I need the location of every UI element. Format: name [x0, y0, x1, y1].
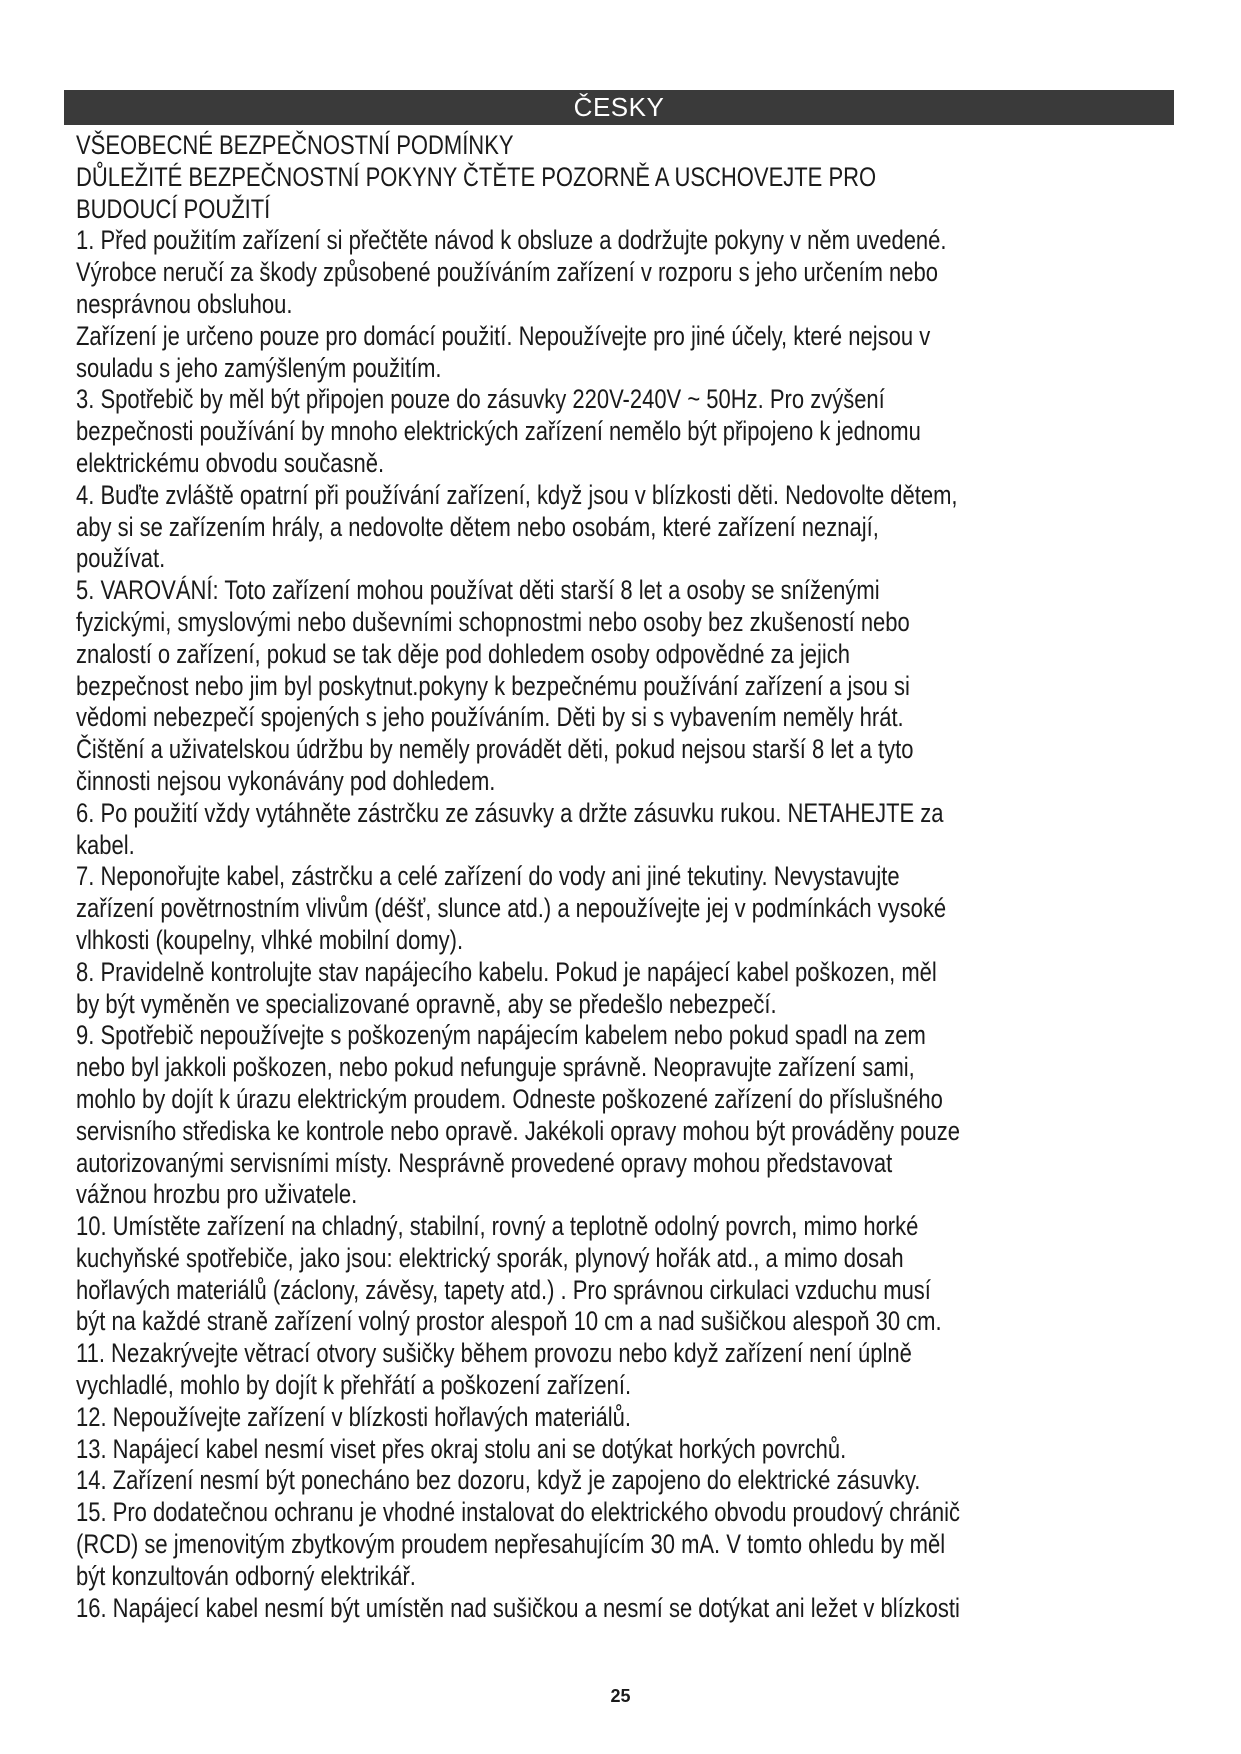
instruction-line: souladu s jeho zamýšleným použitím.: [76, 352, 442, 383]
instruction-line: elektrickému obvodu současně.: [76, 447, 385, 478]
instruction-line: bezpečnost nebo jim byl poskytnut.pokyny k bezpečnému používání zařízení a jsou si: [76, 670, 910, 701]
instruction-line: znalostí o zařízení, pokud se tak děje pod dohledem osoby odpovědné za jejich: [76, 638, 851, 669]
instruction-line: vědomi nebezpečí spojených s jeho používáním. Děti by si s vybavením neměly hrát.: [76, 702, 904, 733]
instruction-line: 4. Buďte zvláště opatrní při používání zařízení, když jsou v blízkosti děti. Nedovolte dětem,: [76, 479, 958, 510]
instruction-line: být konzultován odborný elektrikář.: [76, 1560, 416, 1591]
safety-instructions: [76, 130, 1188, 1624]
instruction-lines: [76, 225, 1188, 1624]
instruction-line: (RCD) se jmenovitým zbytkovým proudem nepřesahujícím 30 mA. V tomto ohledu by měl: [76, 1529, 946, 1560]
instruction-line: používat.: [76, 543, 166, 574]
page-number: 25: [610, 1686, 631, 1706]
instruction-line: Výrobce neručí za škody způsobené používáním zařízení v rozporu s jeho určením nebo: [76, 257, 938, 288]
instruction-line: 13. Napájecí kabel nesmí viset přes okraj stolu ani se dotýkat horkých povrchů.: [76, 1433, 847, 1464]
instruction-line: být na každé straně zařízení volný prostor alespoň 10 cm a nad sušičkou alespoň 30 cm.: [76, 1306, 942, 1337]
section-title: VŠEOBECNÉ BEZPEČNOSTNÍ PODMÍNKY: [76, 130, 514, 160]
instruction-line: vážnou hrozbu pro uživatele.: [76, 1179, 358, 1210]
instruction-line: vychladlé, mohlo by dojít k přehřátí a poškození zařízení.: [76, 1370, 632, 1401]
instruction-line: aby si se zařízením hrály, a nedovolte dětem nebo osobám, které zařízení neznají,: [76, 511, 879, 542]
instruction-line: 10. Umístěte zařízení na chladný, stabilní, rovný a teplotně odolný povrch, mimo horké: [76, 1211, 919, 1242]
instruction-line: by být vyměněn ve specializované opravně, aby se předešlo nebezpečí.: [76, 988, 777, 1019]
instruction-line: mohlo by dojít k úrazu elektrickým proudem. Odneste poškozené zařízení do příslušného: [76, 1083, 943, 1114]
instruction-line: 3. Spotřebič by měl být připojen pouze do zásuvky 220V-240V ~ 50Hz. Pro zvýšení: [76, 384, 885, 415]
instruction-line: 15. Pro dodatečnou ochranu je vhodné instalovat do elektrického obvodu proudový chránič: [76, 1497, 961, 1528]
instruction-line: Čištění a uživatelskou údržbu by neměly provádět děti, pokud nejsou starší 8 let a tyto: [76, 734, 914, 765]
instruction-line: Zařízení je určeno pouze pro domácí použití. Nepoužívejte pro jiné účely, které nejsou v: [76, 320, 931, 351]
instruction-line: 6. Po použití vždy vytáhněte zástrčku ze zásuvky a držte zásuvku rukou. NETAHEJTE za: [76, 797, 944, 828]
instruction-line: 16. Napájecí kabel nesmí být umístěn nad sušičkou a nesmí se dotýkat ani ležet v blízkosti: [76, 1592, 960, 1623]
instruction-line: servisního střediska ke kontrole nebo opravě. Jakékoli opravy mohou být prováděny pouze: [76, 1115, 960, 1146]
instruction-line: 1. Před použitím zařízení si přečtěte návod k obsluze a dodržujte pokyny v něm uvedené.: [76, 225, 947, 256]
instruction-line: nesprávnou obsluhou.: [76, 288, 293, 319]
instruction-line: vlhkosti (koupelny, vlhké mobilní domy).: [76, 924, 464, 955]
instruction-line: 7. Neponořujte kabel, zástrčku a celé zařízení do vody ani jiné tekutiny. Nevystavujte: [76, 861, 900, 892]
instruction-line: 14. Zařízení nesmí být ponecháno bez dozoru, když je zapojeno do elektrické zásuvky.: [76, 1465, 921, 1496]
instruction-line: zařízení povětrnostním vlivům (déšť, slunce atd.) a nepoužívejte jej v podmínkách vysoké: [76, 893, 947, 924]
instruction-line: 12. Nepoužívejte zařízení v blízkosti hořlavých materiálů.: [76, 1401, 632, 1432]
instruction-line: hořlavých materiálů (záclony, závěsy, tapety atd.) . Pro správnou cirkulaci vzduchu musí: [76, 1274, 931, 1305]
section-subtitle: DŮLEŽITÉ BEZPEČNOSTNÍ POKYNY ČTĚTE POZORNĚ A USCHOVEJTE PRO: [76, 161, 877, 192]
instruction-line: 8. Pravidelně kontrolujte stav napájecího kabelu. Pokud je napájecí kabel poškozen, měl: [76, 956, 937, 987]
section-subtitle-continued: BUDOUCÍ POUŽITÍ: [76, 193, 271, 224]
instruction-line: kabel.: [76, 829, 135, 860]
instruction-line: kuchyňské spotřebiče, jako jsou: elektrický sporák, plynový hořák atd., a mimo dosah: [76, 1242, 904, 1273]
instruction-line: činnosti nejsou vykonávány pod dohledem.: [76, 765, 496, 796]
instruction-line: 9. Spotřebič nepoužívejte s poškozeným napájecím kabelem nebo pokud spadl na zem: [76, 1020, 926, 1051]
instruction-line: autorizovanými servisními místy. Nesprávně provedené opravy mohou představovat: [76, 1147, 893, 1178]
instruction-line: nebo byl jakkoli poškozen, nebo pokud nefunguje správně. Neopravujte zařízení sami,: [76, 1052, 915, 1083]
instruction-line: 11. Nezakrývejte větrací otvory sušičky během provozu nebo když zařízení není úplně: [76, 1338, 912, 1369]
instruction-line: 5. VAROVÁNÍ: Toto zařízení mohou používat děti starší 8 let a osoby se sníženými: [76, 575, 880, 606]
language-header: ČESKY: [64, 90, 1174, 125]
instruction-line: fyzickými, smyslovými nebo duševními schopnostmi nebo osoby bez zkušeností nebo: [76, 606, 910, 637]
instruction-line: bezpečnosti používání by mnoho elektrických zařízení nemělo být připojeno k jednomu: [76, 416, 921, 447]
